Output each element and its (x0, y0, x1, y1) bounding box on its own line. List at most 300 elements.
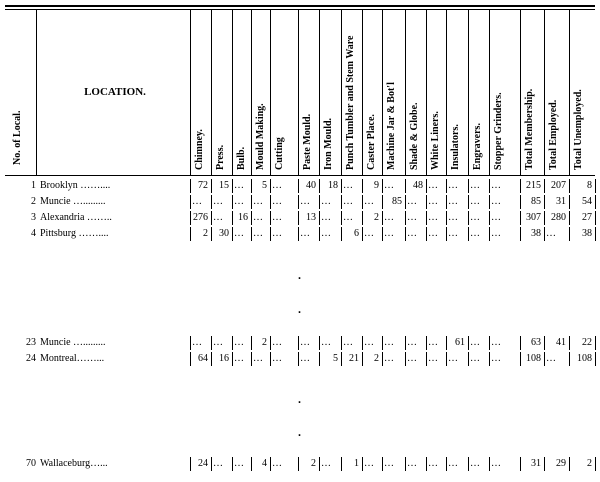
row-value: 85 (531, 196, 541, 207)
row-column-divider (232, 179, 233, 193)
row-column-divider (520, 352, 521, 366)
row-value: 9 (374, 180, 379, 191)
column-header-7: Punch Tumbler and Stem Ware (345, 35, 356, 170)
row-column-divider (341, 336, 342, 350)
row-value: … (407, 196, 417, 207)
row-column-divider (319, 352, 320, 366)
row-value: … (343, 196, 353, 207)
column-header-13: Engravers. (472, 123, 483, 170)
row-column-divider (319, 195, 320, 209)
row-value: … (428, 337, 438, 348)
row-column-divider (362, 211, 363, 225)
row-column-divider (446, 336, 447, 350)
row-value: … (448, 180, 458, 191)
row-column-divider (251, 227, 252, 241)
column-header-3: Mould Making. (255, 103, 266, 170)
row-value: … (213, 458, 223, 469)
row-location: Muncie …......... (40, 196, 106, 207)
row-column-divider (362, 336, 363, 350)
row-column-divider (468, 195, 469, 209)
row-value: … (272, 353, 282, 364)
row-column-divider (270, 336, 271, 350)
row-value: 16 (219, 353, 229, 364)
row-column-divider (382, 336, 383, 350)
header-column-divider (319, 10, 320, 175)
row-column-divider (446, 195, 447, 209)
row-column-divider (569, 211, 570, 225)
column-header-17: Total Unemployed. (573, 89, 584, 170)
top-rule-2 (5, 9, 595, 10)
row-value: … (364, 196, 374, 207)
row-value: … (428, 353, 438, 364)
row-value: … (491, 228, 501, 239)
row-value: … (321, 228, 331, 239)
column-header-15: Total Membership. (524, 88, 535, 170)
row-column-divider (232, 227, 233, 241)
row-column-divider (405, 195, 406, 209)
header-location: LOCATION. (84, 86, 146, 98)
row-column-divider (319, 179, 320, 193)
header-column-divider (520, 10, 521, 175)
header-column-divider (251, 10, 252, 175)
column-header-11: White Liners. (430, 111, 441, 170)
row-column-divider (211, 457, 212, 471)
row-value: … (321, 196, 331, 207)
row-value: 30 (219, 228, 229, 239)
row-value: 54 (582, 196, 592, 207)
row-column-divider (298, 352, 299, 366)
row-value: … (470, 196, 480, 207)
row-value: … (470, 212, 480, 223)
row-value: … (491, 212, 501, 223)
row-column-divider (595, 457, 596, 471)
row-value: … (213, 337, 223, 348)
row-column-divider (520, 179, 521, 193)
row-value: 38 (531, 228, 541, 239)
header-column-divider (446, 10, 447, 175)
row-value: … (213, 212, 223, 223)
row-value: … (491, 458, 501, 469)
header-rule (5, 175, 595, 176)
row-column-divider (341, 352, 342, 366)
row-column-divider (319, 227, 320, 241)
omitted-rows-dot: . (298, 392, 301, 406)
row-column-divider (489, 195, 490, 209)
row-column-divider (446, 227, 447, 241)
row-value: … (300, 353, 310, 364)
row-value: … (428, 458, 438, 469)
row-column-divider (446, 352, 447, 366)
row-column-divider (341, 227, 342, 241)
row-column-divider (489, 211, 490, 225)
row-column-divider (468, 227, 469, 241)
row-column-divider (319, 336, 320, 350)
row-value: … (321, 337, 331, 348)
row-column-divider (319, 457, 320, 471)
row-value: 40 (306, 180, 316, 191)
row-column-divider (426, 336, 427, 350)
row-value: … (428, 212, 438, 223)
row-value: 63 (531, 337, 541, 348)
row-value: … (546, 353, 556, 364)
row-value: 2 (374, 353, 379, 364)
row-value: … (384, 180, 394, 191)
row-column-divider (405, 227, 406, 241)
row-value: 207 (551, 180, 566, 191)
row-value: … (448, 353, 458, 364)
row-value: 2 (311, 458, 316, 469)
header-column-divider (405, 10, 406, 175)
row-column-divider (232, 211, 233, 225)
row-column-divider (211, 352, 212, 366)
row-column-divider (298, 195, 299, 209)
row-value: 276 (193, 212, 208, 223)
header-no-of-local: No. of Local. (12, 110, 23, 165)
row-value: 13 (306, 212, 316, 223)
row-column-divider (405, 211, 406, 225)
column-header-4: Cutting (274, 137, 285, 170)
row-value: … (384, 228, 394, 239)
header-column-divider (489, 10, 490, 175)
row-column-divider (544, 211, 545, 225)
row-value: 38 (582, 228, 592, 239)
row-column-divider (405, 179, 406, 193)
row-value: … (192, 337, 202, 348)
row-value: … (234, 180, 244, 191)
row-value: 48 (413, 180, 423, 191)
row-value: 64 (198, 353, 208, 364)
row-column-divider (251, 457, 252, 471)
row-column-divider (232, 195, 233, 209)
row-value: 5 (333, 353, 338, 364)
row-column-divider (341, 179, 342, 193)
header-column-divider (36, 10, 37, 175)
row-value: 5 (262, 180, 267, 191)
omitted-rows-dot: . (298, 302, 301, 316)
row-column-divider (211, 179, 212, 193)
column-header-9: Machine Jar & Bot'l (386, 82, 397, 170)
row-column-divider (544, 179, 545, 193)
row-column-divider (569, 457, 570, 471)
row-column-divider (489, 352, 490, 366)
row-value: … (234, 228, 244, 239)
row-column-divider (382, 352, 383, 366)
header-column-divider (232, 10, 233, 175)
row-number: 3 (31, 212, 36, 223)
row-column-divider (468, 352, 469, 366)
row-column-divider (190, 179, 191, 193)
row-value: 6 (354, 228, 359, 239)
row-column-divider (341, 457, 342, 471)
row-value: 24 (198, 458, 208, 469)
row-location: Wallaceburg…... (40, 458, 108, 469)
top-rule (5, 5, 595, 7)
row-column-divider (382, 179, 383, 193)
row-value: … (253, 196, 263, 207)
row-column-divider (362, 227, 363, 241)
row-column-divider (270, 227, 271, 241)
row-value: 61 (455, 337, 465, 348)
row-value: 280 (551, 212, 566, 223)
row-value: … (407, 337, 417, 348)
row-value: 2 (262, 337, 267, 348)
row-location: Muncie …......... (40, 337, 106, 348)
row-column-divider (211, 211, 212, 225)
row-value: 215 (526, 180, 541, 191)
row-value: … (272, 180, 282, 191)
row-column-divider (211, 227, 212, 241)
row-value: … (234, 337, 244, 348)
row-column-divider (520, 195, 521, 209)
row-value: 16 (238, 212, 248, 223)
column-header-2: Bulb. (236, 146, 247, 170)
row-column-divider (362, 457, 363, 471)
row-value: … (407, 228, 417, 239)
row-value: … (300, 196, 310, 207)
row-value: … (384, 458, 394, 469)
row-value: … (407, 458, 417, 469)
header-column-divider (211, 10, 212, 175)
row-column-divider (595, 179, 596, 193)
row-column-divider (405, 336, 406, 350)
row-column-divider (544, 457, 545, 471)
omitted-rows-dot: . (298, 268, 301, 282)
row-value: … (384, 212, 394, 223)
row-value: … (343, 212, 353, 223)
row-value: 108 (526, 353, 541, 364)
row-column-divider (569, 336, 570, 350)
row-value: 2 (203, 228, 208, 239)
row-column-divider (520, 336, 521, 350)
row-column-divider (298, 211, 299, 225)
row-value: … (470, 337, 480, 348)
row-column-divider (270, 457, 271, 471)
row-column-divider (544, 336, 545, 350)
column-header-5: Paste Mould. (302, 113, 313, 170)
row-value: … (470, 228, 480, 239)
row-column-divider (251, 195, 252, 209)
row-column-divider (405, 457, 406, 471)
row-column-divider (270, 211, 271, 225)
row-value: … (491, 353, 501, 364)
row-value: … (364, 337, 374, 348)
row-column-divider (382, 195, 383, 209)
row-column-divider (489, 336, 490, 350)
row-value: … (364, 458, 374, 469)
row-location: Brooklyn …….... (40, 180, 111, 191)
row-column-divider (426, 195, 427, 209)
row-column-divider (468, 457, 469, 471)
row-number: 4 (31, 228, 36, 239)
row-column-divider (341, 211, 342, 225)
row-value: … (470, 180, 480, 191)
row-column-divider (595, 336, 596, 350)
row-value: 21 (349, 353, 359, 364)
row-column-divider (569, 352, 570, 366)
row-column-divider (426, 211, 427, 225)
row-value: … (343, 180, 353, 191)
row-column-divider (362, 352, 363, 366)
row-value: 8 (587, 180, 592, 191)
row-value: … (272, 212, 282, 223)
row-value: 41 (556, 337, 566, 348)
row-value: 22 (582, 337, 592, 348)
header-column-divider (382, 10, 383, 175)
row-value: … (234, 353, 244, 364)
row-value: 1 (354, 458, 359, 469)
header-column-divider (468, 10, 469, 175)
row-column-divider (190, 227, 191, 241)
row-column-divider (319, 211, 320, 225)
row-column-divider (520, 211, 521, 225)
row-value: … (300, 337, 310, 348)
row-value: … (321, 458, 331, 469)
header-column-divider (362, 10, 363, 175)
row-column-divider (595, 195, 596, 209)
row-column-divider (232, 336, 233, 350)
row-value: 108 (577, 353, 592, 364)
row-value: … (470, 458, 480, 469)
row-value: … (234, 458, 244, 469)
row-column-divider (426, 457, 427, 471)
row-value: 29 (556, 458, 566, 469)
row-column-divider (446, 179, 447, 193)
row-value: … (272, 196, 282, 207)
row-value: … (213, 196, 223, 207)
row-column-divider (446, 457, 447, 471)
row-column-divider (426, 352, 427, 366)
row-value: 18 (328, 180, 338, 191)
row-value: … (407, 353, 417, 364)
row-column-divider (270, 179, 271, 193)
row-column-divider (468, 336, 469, 350)
row-column-divider (190, 336, 191, 350)
row-column-divider (270, 195, 271, 209)
row-value: … (234, 196, 244, 207)
header-column-divider (569, 10, 570, 175)
row-column-divider (569, 227, 570, 241)
column-header-10: Shade & Globe. (409, 102, 420, 170)
row-value: … (192, 196, 202, 207)
omitted-rows-dot: . (298, 425, 301, 439)
row-column-divider (190, 195, 191, 209)
row-column-divider (446, 211, 447, 225)
row-column-divider (544, 195, 545, 209)
row-column-divider (298, 457, 299, 471)
row-value: 307 (526, 212, 541, 223)
row-value: … (272, 458, 282, 469)
row-column-divider (251, 211, 252, 225)
row-location: Alexandria …….. (40, 212, 112, 223)
row-column-divider (298, 227, 299, 241)
column-header-0: Chimney. (194, 129, 205, 170)
row-value: 2 (587, 458, 592, 469)
row-value: … (253, 228, 263, 239)
row-column-divider (544, 227, 545, 241)
row-column-divider (298, 179, 299, 193)
row-column-divider (211, 336, 212, 350)
row-column-divider (251, 179, 252, 193)
row-column-divider (520, 457, 521, 471)
row-column-divider (489, 457, 490, 471)
row-value: 27 (582, 212, 592, 223)
row-value: … (384, 353, 394, 364)
row-value: … (491, 180, 501, 191)
row-column-divider (270, 352, 271, 366)
row-column-divider (489, 179, 490, 193)
row-value: … (428, 196, 438, 207)
row-column-divider (190, 352, 191, 366)
row-column-divider (362, 179, 363, 193)
row-number: 1 (31, 180, 36, 191)
row-location: Montreal……... (40, 353, 105, 364)
row-column-divider (520, 227, 521, 241)
row-column-divider (190, 211, 191, 225)
row-value: … (448, 196, 458, 207)
row-number: 2 (31, 196, 36, 207)
row-value: … (300, 228, 310, 239)
row-value: … (428, 180, 438, 191)
row-column-divider (468, 211, 469, 225)
row-column-divider (544, 352, 545, 366)
column-header-16: Total Employed. (548, 99, 559, 170)
row-value: 15 (219, 180, 229, 191)
row-column-divider (569, 179, 570, 193)
column-header-1: Press. (215, 144, 226, 170)
row-column-divider (405, 352, 406, 366)
row-value: … (448, 212, 458, 223)
row-column-divider (251, 336, 252, 350)
row-column-divider (489, 227, 490, 241)
row-value: 31 (556, 196, 566, 207)
header-column-divider (426, 10, 427, 175)
row-column-divider (595, 211, 596, 225)
header-column-divider (341, 10, 342, 175)
row-value: … (253, 212, 263, 223)
row-value: … (384, 337, 394, 348)
row-number: 23 (26, 337, 36, 348)
row-column-divider (251, 352, 252, 366)
column-header-12: Insulators. (450, 124, 461, 170)
row-value: … (546, 228, 556, 239)
row-column-divider (595, 352, 596, 366)
row-value: … (491, 196, 501, 207)
row-column-divider (190, 457, 191, 471)
row-column-divider (382, 457, 383, 471)
header-column-divider (298, 10, 299, 175)
row-value: 31 (531, 458, 541, 469)
row-column-divider (426, 179, 427, 193)
row-column-divider (211, 195, 212, 209)
row-column-divider (382, 227, 383, 241)
row-number: 24 (26, 353, 36, 364)
row-value: … (253, 353, 263, 364)
row-number: 70 (26, 458, 36, 469)
row-value: … (272, 337, 282, 348)
row-value: 2 (374, 212, 379, 223)
row-value: … (321, 212, 331, 223)
row-column-divider (232, 457, 233, 471)
row-value: … (448, 458, 458, 469)
row-value: 72 (198, 180, 208, 191)
row-location: Pittsburg …….... (40, 228, 109, 239)
row-column-divider (569, 195, 570, 209)
row-value: … (448, 228, 458, 239)
row-value: … (364, 228, 374, 239)
row-column-divider (382, 211, 383, 225)
row-column-divider (468, 179, 469, 193)
row-value: … (428, 228, 438, 239)
